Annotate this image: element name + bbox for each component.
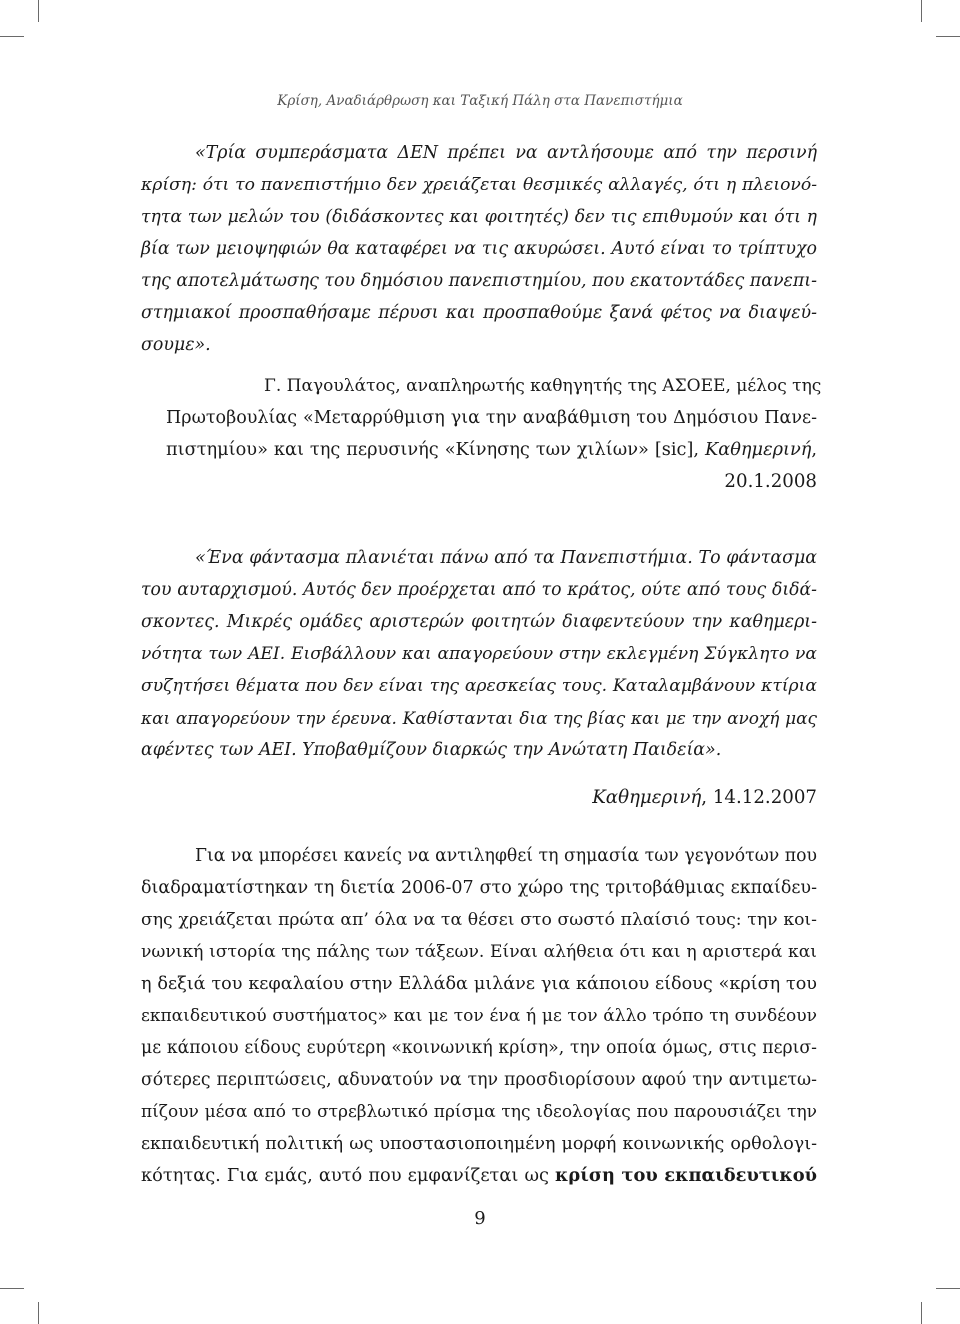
quote-1-line: τητα των μελών του (διδάσκοντες και φοιτητές) δεν τις επιθυμούν και ότι η: [141, 207, 817, 227]
body-paragraph: [141, 840, 817, 1192]
quote-2-line: του αυταρχισμού. Αυτός δεν προέρχεται από το κράτος, ούτε από τους διδά-: [141, 580, 817, 600]
quote-2-line: σκοντες. Μικρές ομάδες αριστερών φοιτητών διαφεντεύουν την καθημερι-: [141, 612, 817, 632]
page-number: 9: [474, 1208, 486, 1229]
quote-2-line: νότητα των ΑΕΙ. Εισβάλλουν και απαγορεύουν στην εκλεγμένη Σύγκλητο να: [141, 644, 817, 664]
attribution-1-line: [141, 434, 817, 466]
body-line: η δεξιά του κεφαλαίου στην Ελλάδα μιλάνε για κάποιου είδους «κρίση του: [141, 974, 817, 994]
crop-mark-tr-h: [936, 36, 960, 37]
quote-2-line: αφέντες των ΑΕΙ. Υποβαθμίζουν διαρκώς την Ανώτατη Παιδεία».: [141, 740, 722, 760]
attribution-2: [141, 782, 817, 814]
quote-2-line: «Ένα φάντασμα πλανιέται πάνω από τα Πανεπιστήμια. Το φάντασμα: [195, 548, 817, 568]
quote-1-line: στημιακοί προσπαθήσαμε πέρυσι και προσπαθούμε ξανά φέτος να διαψεύ-: [141, 303, 817, 323]
quote-1-line: της αποτελμάτωσης του δημόσιου πανεπιστημίου, που εκατοντάδες πανεπι-: [141, 271, 817, 291]
attribution-1-line: Πρωτοβουλίας «Μεταρρύθμιση για την αναβάθμιση του Δημόσιου Πανε-: [166, 408, 817, 428]
crop-mark-bl-v: [38, 1302, 39, 1324]
crop-mark-tl-h: [0, 36, 24, 37]
body-line: με κάποιου είδους ευρύτερη «κοινωνική κρίση», την οποία όμως, στις περισ-: [141, 1038, 817, 1058]
body-line: σότερες περιπτώσεις, αδυνατούν να την προσδιορίσουν αφού την αντιμετω-: [141, 1070, 817, 1090]
attribution-1-line-text: πιστημίου» και της περυσινής «Κίνησης των χιλίων» [sic],: [166, 440, 700, 460]
newspaper-name: Καθημερινή: [592, 787, 702, 808]
body-line: πίζουν μέσα από το στρεβλωτικό πρίσμα της ιδεολογίας που παρουσιάζει την: [141, 1102, 817, 1122]
crop-mark-bl-h: [0, 1288, 24, 1289]
running-head: Κρίση, Αναδιάρθρωση και Ταξική Πάλη στα Πανεπιστήμια: [277, 93, 683, 109]
body-line: σης χρειάζεται πρώτα απ’ όλα να τα θέσει στο σωστό πλαίσιό τους: την κοι-: [141, 910, 817, 930]
attribution-1: [141, 370, 822, 498]
body-line: [141, 1160, 817, 1192]
body-line: διαδραματίστηκαν τη διετία 2006-07 στο χώρο της τριτοβάθμιας εκπαίδευ-: [141, 878, 817, 898]
emphasis-text: κρίση του εκπαιδευτικού: [555, 1165, 817, 1186]
attribution-2-date: , 14.12.2007: [701, 787, 817, 808]
newspaper-name: Καθημερινή: [705, 440, 812, 460]
body-line: Για να μπορέσει κανείς να αντιληφθεί τη σημασία των γεγονότων που: [195, 846, 817, 866]
quote-1-line: κρίση: ότι το πανεπιστήμιο δεν χρειάζεται θεσμικές αλλαγές, ότι η πλειονό-: [141, 175, 817, 195]
quote-1: [141, 137, 817, 361]
quote-1-line: βία των μειοψηφιών θα καταφέρει να τις ακυρώσει. Αυτό είναι το τρίπτυχο: [141, 239, 817, 259]
crop-mark-tr-v: [921, 0, 922, 22]
crop-mark-br-v: [921, 1302, 922, 1324]
comma: ,: [811, 440, 818, 460]
attribution-1-line: Γ. Παγουλάτος, αναπληρωτής καθηγητής της ΑΣΟΕΕ, μέλος της: [264, 376, 822, 396]
body-line-text: κότητας. Για εμάς, αυτό που εμφανίζεται ως: [141, 1165, 549, 1186]
quote-2-line: και απαγορεύουν την έρευνα. Καθίστανται δια της βίας και με την ανοχή μας: [141, 708, 817, 728]
body-line: νωνική ιστορία της πάλης των τάξεων. Είναι αλήθεια ότι και η αριστερά και: [141, 942, 817, 962]
crop-mark-br-h: [936, 1288, 960, 1289]
crop-mark-tl-v: [38, 0, 39, 22]
attribution-2-line: [141, 782, 817, 814]
body-line: εκπαιδευτική πολιτική ως υποστασιοποιημένη μορφή κοινωνικής ορθολογι-: [141, 1134, 817, 1154]
quote-1-line: σουμε».: [141, 335, 211, 355]
attribution-1-date: 20.1.2008: [724, 471, 817, 492]
body-line: εκπαιδευτικού συστήματος» και με τον ένα ή με τον άλλο τρόπο τη συνδέουν: [141, 1006, 817, 1026]
quote-1-line: «Τρία συμπεράσματα ΔΕΝ πρέπει να αντλήσουμε από την περσινή: [195, 143, 817, 163]
quote-2: [141, 542, 817, 766]
quote-2-line: συζητήσει θέματα που δεν είναι της αρεσκείας τους. Καταλαμβάνουν κτίρια: [141, 676, 817, 696]
